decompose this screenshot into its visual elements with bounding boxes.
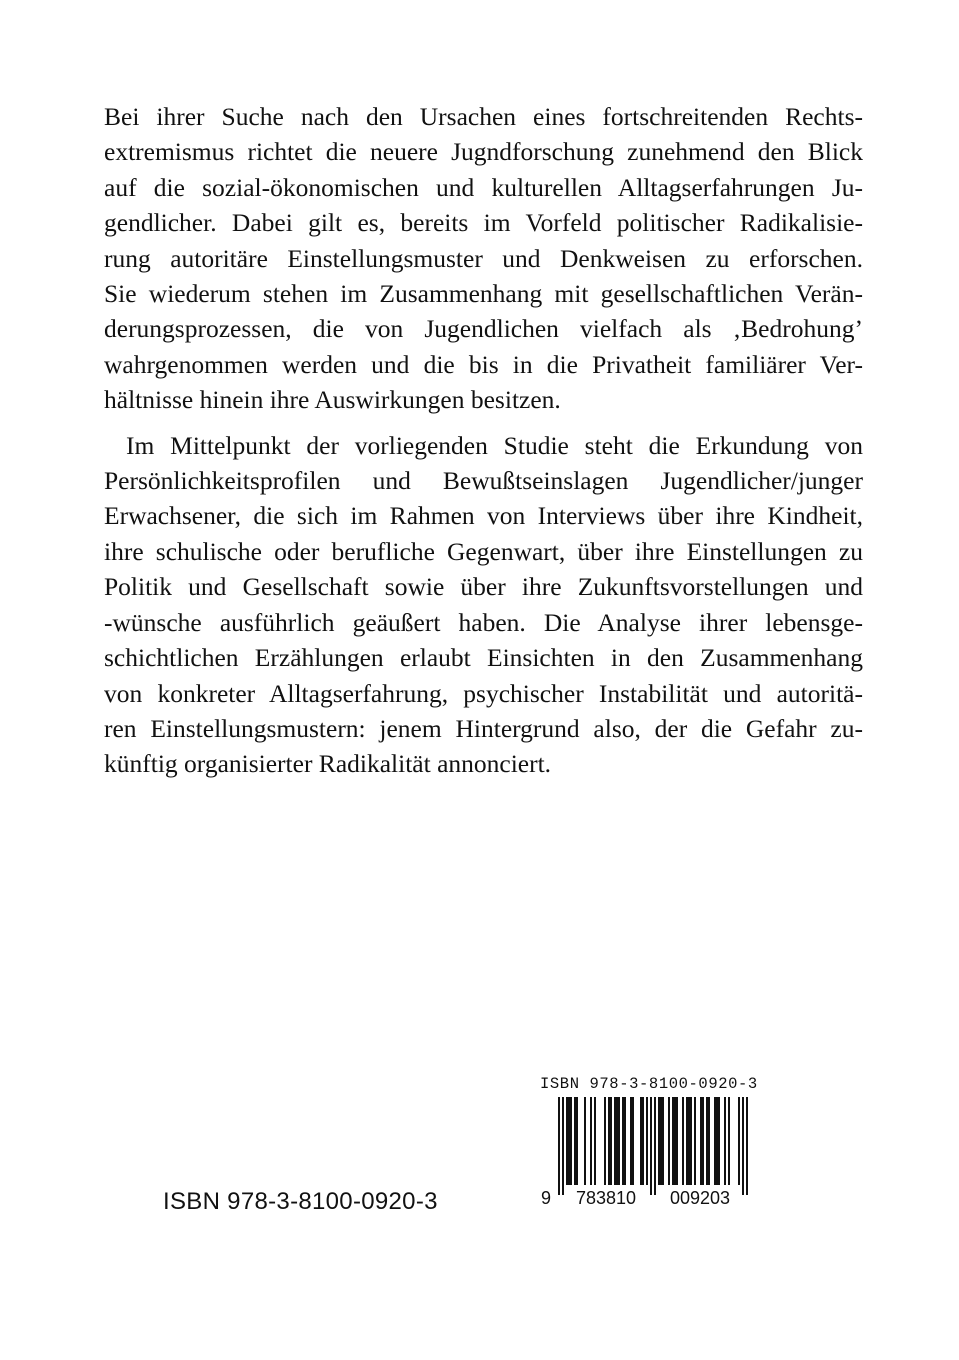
- barcode-first-digit: 9: [540, 1188, 552, 1208]
- barcode-bar: [642, 1097, 644, 1185]
- text-line: von konkreter Alltagserfahrung, psychischer Instabilität und autoritä-: [104, 678, 863, 708]
- barcode-bar: [594, 1097, 596, 1185]
- barcode-bar: [676, 1097, 678, 1185]
- text-line: ren Einstellungsmustern: jenem Hintergrund also, der die Gefahr zu-: [104, 713, 863, 743]
- barcode-bar: [614, 1097, 616, 1185]
- text-line: schichtlichen Erzählungen erlaubt Einsichten in den Zusammenhang: [104, 643, 863, 673]
- barcode-bar: [672, 1097, 674, 1185]
- text-line: -wünsche ausführlich geäußert haben. Die Analyse ihrer lebensge-: [104, 607, 863, 637]
- barcode-bar: [558, 1097, 560, 1195]
- text-line: Politik und Gesellschaft sowie über ihre Zukunftsvorstellungen und: [104, 572, 863, 602]
- barcode-bar: [724, 1097, 726, 1185]
- barcode-bar: [674, 1097, 676, 1185]
- barcode-bar: [604, 1097, 606, 1185]
- text-line: ihre schulische oder berufliche Gegenwart, über ihre Einstellungen zu: [104, 536, 863, 566]
- text-line: derungsprozessen, die von Jugendlichen vielfach als ‚Bedrohung’: [104, 314, 863, 344]
- barcode-bar: [618, 1097, 620, 1185]
- text-line: extremismus richtet die neuere Jugndforschung zunehmend den Blick: [104, 137, 863, 167]
- text-line: wahrgenommen werden und die bis in die Privatheit familiärer Ver-: [104, 349, 863, 379]
- text-line: künftig organisierter Radikalität annonciert.: [104, 749, 552, 779]
- barcode-bar: [746, 1097, 748, 1195]
- barcode-bar: [650, 1097, 652, 1195]
- barcode-left-digits: 783810: [575, 1188, 637, 1208]
- barcode-bar: [610, 1097, 612, 1185]
- barcode-right-digits: 009203: [669, 1188, 731, 1208]
- barcode-bar: [668, 1097, 670, 1185]
- barcode-bar: [590, 1097, 592, 1185]
- barcode-bar: [706, 1097, 708, 1185]
- barcode-bar: [682, 1097, 684, 1185]
- barcode-bar: [738, 1097, 740, 1185]
- barcode-bar: [568, 1097, 570, 1185]
- text-line: Bei ihrer Suche nach den Ursachen eines fortschreitenden Rechts-: [104, 102, 863, 131]
- barcode-bar: [686, 1097, 688, 1185]
- text-line: auf die sozial-ökonomischen und kulturellen Alltagserfahrungen Ju-: [104, 172, 863, 202]
- barcode-bar: [714, 1097, 716, 1185]
- barcode-bar: [660, 1097, 662, 1185]
- barcode-bar: [688, 1097, 690, 1185]
- barcode-bar: [702, 1097, 704, 1185]
- barcode-isbn-header: ISBN 978-3-8100-0920-3: [540, 1075, 758, 1093]
- barcode-bar: [616, 1097, 618, 1185]
- barcode-bar: [566, 1097, 568, 1185]
- isbn-label: ISBN 978-3-8100-0920-3: [163, 1188, 438, 1215]
- barcode-bar: [728, 1097, 730, 1185]
- paragraph-2: [104, 428, 863, 782]
- text-line: Sie wiederum stehen im Zusammenhang mit gesellschaftlichen Verän-: [104, 279, 863, 309]
- barcode-bar: [700, 1097, 702, 1185]
- text-line: Persönlichkeitsprofilen und Bewußtseinslagen Jugendlicher/junger: [104, 466, 863, 496]
- barcode-bar: [576, 1097, 578, 1185]
- barcode-bar: [630, 1097, 632, 1185]
- barcode-bar: [562, 1097, 564, 1195]
- barcode-bar: [622, 1097, 624, 1185]
- barcode-bar: [716, 1097, 718, 1185]
- barcode-bar: [658, 1097, 660, 1185]
- text-line: Erwachsener, die sich im Rahmen von Interviews über ihre Kindheit,: [104, 501, 863, 531]
- text-line: hältnisse hinein ihre Auswirkungen besitzen.: [104, 385, 561, 415]
- paragraph-1: [104, 99, 863, 418]
- text-line: gendlicher. Dabei gilt es, bereits im Vorfeld politischer Radikalisie-: [104, 208, 863, 238]
- barcode-bar: [608, 1097, 610, 1185]
- barcode-bar: [624, 1097, 626, 1185]
- barcode-bar: [662, 1097, 664, 1185]
- barcode-bar: [742, 1097, 744, 1195]
- barcode-bar: [584, 1097, 586, 1185]
- text-line: Im Mittelpunkt der vorliegenden Studie steht die Erkundung von: [126, 430, 863, 460]
- barcode-bar: [708, 1097, 710, 1185]
- barcode-bar: [694, 1097, 696, 1185]
- barcode-bar: [690, 1097, 692, 1185]
- barcode-bars: [540, 1097, 770, 1227]
- blurb-text: [104, 99, 863, 782]
- barcode-bar: [570, 1097, 572, 1185]
- barcode-bar: [718, 1097, 720, 1185]
- barcode: [540, 1075, 770, 1225]
- text-line: rung autoritäre Einstellungsmuster und Denkweisen zu erforschen.: [104, 243, 863, 273]
- barcode-bar: [640, 1097, 642, 1185]
- barcode-bar: [654, 1097, 656, 1195]
- barcode-bar: [574, 1097, 576, 1185]
- barcode-bar: [646, 1097, 648, 1185]
- barcode-bar: [632, 1097, 634, 1185]
